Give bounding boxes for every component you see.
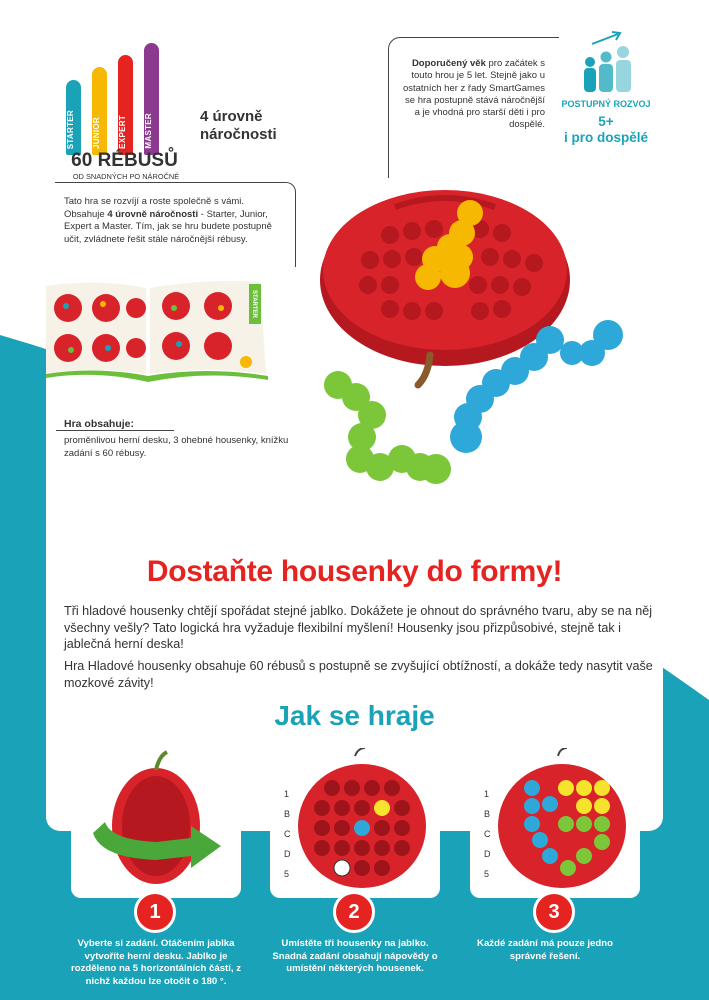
step-1-number: 1: [134, 891, 176, 933]
difficulty-levels: [62, 40, 187, 155]
level-bar-starter: STARTER: [66, 80, 81, 155]
age-text: Doporučený věk pro začátek s touto hrou je 5 let. Stejně jako u ostatních her z řady SmartGames se hra postupně stává náročnější a je vhodná pro starší děti i pro dospělé.: [402, 58, 545, 131]
step-1-box: [71, 748, 241, 898]
apple-game-photo: [310, 185, 640, 505]
progress-label: POSTUPNÝ ROZVOJ: [561, 99, 651, 109]
contents-title: Hra obsahuje:: [64, 418, 135, 430]
description-paragraph-2: Hra Hladové housenky obsahuje 60 rébusů s postupně se zvyšující obtížností, a dokáže tedy nasytit vaše mozkové závity!: [64, 659, 653, 690]
level-bar-junior: JUNIOR: [92, 67, 107, 155]
rebus-count: 60 RÉBUSŮ: [71, 150, 178, 171]
svg-text:STARTER: STARTER: [251, 290, 257, 318]
age-value: 5+ i pro dospělé: [563, 114, 648, 145]
main-headline: Dostaňte housenky do formy!: [146, 555, 563, 588]
row-labels-step-3: 1 B C D 5: [484, 789, 491, 879]
intro-text: Tato hra se rozvíjí a roste společně s vámi. Obsahuje 4 úrovně náročnosti - Starter, Junior, Expert a Master. Tím, jak se hru budete postupně učit, zvládnete řešit stále náročnější rébusy.: [64, 196, 272, 245]
row-labels: 1 B C D 5: [284, 789, 291, 879]
step-2-number: 2: [333, 891, 375, 933]
description-paragraph-1: Tři hladové housenky chtějí spořádat stejné jablko. Dokážete je ohnout do správného tvaru, aby se na něj všechny vešly? Tato logická hra vyžaduje flexibilní myšlení! Housenky jsou přizpůsobivé, stejně tak i jablečná herní deska!: [64, 604, 653, 651]
step-2-box: [270, 748, 440, 898]
step-1-text: Vyberte si zadání. Otáčením jablka vytvoříte herní desku. Jablko je rozděleno na 5 horizontálních částí, z nichž každou lze otočit o 180 °.: [70, 938, 242, 987]
step-3-number: 3: [533, 891, 575, 933]
puzzle-booklet-image: [46, 278, 268, 382]
how-to-play-title: Jak se hraje: [274, 700, 435, 731]
apple-board-step-2: [270, 748, 440, 898]
level-bar-master: MASTER: [144, 43, 159, 155]
contents-text: proměnlivou herní desku, 3 ohebné housenky, knížku zadání s 60 rébusy.: [64, 435, 289, 459]
rebus-subtitle: OD SNADNÝCH PO NÁROČNÉ: [72, 172, 180, 181]
level-bar-expert: EXPERT: [118, 55, 133, 155]
levels-title: 4 úrovně náročnosti: [200, 108, 277, 143]
step-2-text: Umístěte tři housenky na jablko. Snadná zadání obsahují nápovědy o umístění některých housenek.: [272, 938, 438, 974]
step-3-box: [470, 748, 640, 898]
apple-board-solution: [470, 748, 640, 898]
rotating-apple-icon: [71, 748, 241, 898]
step-3-text: Každé zadání má pouze jedno správné řešení.: [477, 938, 613, 962]
growing-people-icon: [578, 30, 636, 96]
